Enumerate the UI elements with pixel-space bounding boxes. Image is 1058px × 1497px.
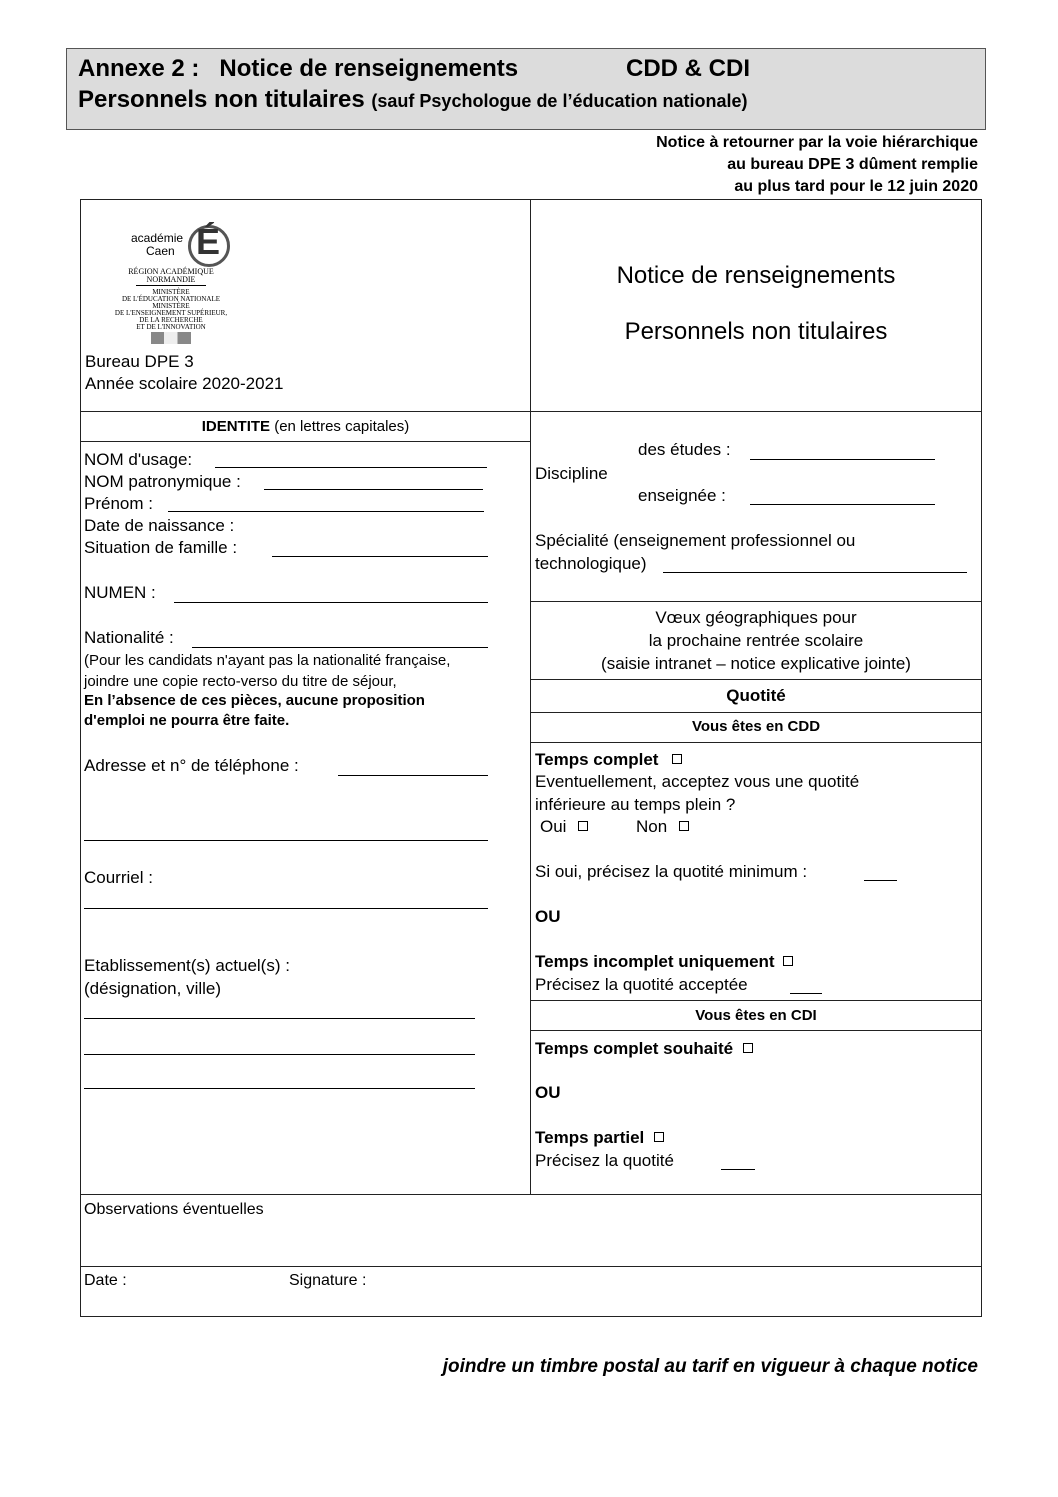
etablissement-field-1[interactable] — [84, 1018, 475, 1019]
return-notice-line3: au plus tard pour le 12 juin 2020 — [734, 178, 978, 195]
prenom-field[interactable] — [168, 511, 484, 512]
etablissement-label: Etablissement(s) actuel(s) : — [84, 956, 290, 975]
adresse-field-line2[interactable] — [84, 840, 488, 841]
temps-complet-label: Temps complet — [535, 750, 659, 769]
header-title: Annexe 2 : Notice de renseignements — [78, 55, 519, 82]
nationalite-field[interactable] — [192, 647, 488, 648]
date-naissance-label: Date de naissance : — [84, 516, 235, 535]
observations-label: Observations éventuelles — [84, 1201, 264, 1218]
specialite-field[interactable] — [663, 572, 967, 573]
nom-patronymique-field[interactable] — [264, 489, 483, 490]
republique-flag-icon — [151, 332, 191, 344]
row-divider — [80, 1266, 982, 1267]
nom-patronymique-label: NOM patronymique : — [84, 472, 241, 491]
adresse-field[interactable] — [338, 775, 488, 776]
row-divider — [530, 679, 982, 680]
row-divider — [530, 1030, 982, 1031]
logo-divider — [136, 285, 206, 286]
temps-partiel-checkbox[interactable] — [654, 1132, 664, 1142]
situation-famille-label: Situation de famille : — [84, 538, 238, 557]
nom-usage-label: NOM d'usage: — [84, 450, 193, 469]
form-title: Notice de renseignements — [616, 262, 896, 289]
temps-complet-souhaite-checkbox[interactable] — [743, 1043, 753, 1053]
etablissement-hint: (désignation, ville) — [84, 979, 222, 998]
quotite-acceptee-field[interactable] — [790, 993, 822, 994]
ou-label-1: OU — [535, 907, 561, 926]
header-cdd-cdi: CDD & CDI — [626, 55, 750, 82]
form-subtitle: Personnels non titulaires — [624, 318, 888, 345]
discipline-etudes-field[interactable] — [750, 459, 935, 460]
logo-ministere2d: ET DE L'INNOVATION — [136, 323, 206, 331]
logo-ministere2b: DE L'ENSEIGNEMENT SUPÉRIEUR, — [114, 309, 228, 317]
temps-complet-souhaite-label: Temps complet souhaité — [535, 1039, 734, 1058]
row-divider — [80, 411, 982, 412]
signature-label: Signature : — [289, 1272, 367, 1289]
courriel-label: Courriel : — [84, 868, 153, 887]
logo-region: RÉGION ACADÉMIQUE — [128, 267, 214, 276]
discipline-enseignee-field[interactable] — [750, 504, 935, 505]
temps-complet-option — [535, 750, 682, 770]
temps-complet-checkbox[interactable] — [672, 754, 682, 764]
specialite-label2: technologique) — [535, 554, 647, 573]
temps-incomplet-label: Temps incomplet uniquement — [535, 952, 775, 971]
voeux-line1: Vœux géographiques pour — [655, 608, 857, 627]
discipline-label: Discipline — [535, 464, 608, 483]
nationalite-warning2: d'emploi ne pourra être faite. — [84, 712, 290, 729]
cdd-title: Vous êtes en CDD — [691, 718, 821, 735]
si-oui-label: Si oui, précisez la quotité minimum : — [535, 862, 808, 881]
row-divider — [530, 712, 982, 713]
bureau-label: Bureau DPE 3 — [85, 352, 194, 371]
annee-label: Année scolaire 2020-2021 — [85, 374, 284, 393]
non-label: Non — [636, 817, 668, 836]
etablissement-field-3[interactable] — [84, 1088, 475, 1089]
voeux-line2: la prochaine rentrée scolaire — [648, 631, 864, 650]
header-line1 — [78, 55, 518, 83]
row-divider — [530, 601, 982, 602]
logo-ministere2c: DE LA RECHERCHE — [139, 316, 203, 324]
signature-field[interactable] — [380, 1268, 980, 1314]
return-notice-line1: Notice à retourner par la voie hiérarchique — [656, 134, 978, 151]
return-notice-line2: au bureau DPE 3 dûment remplie — [727, 156, 978, 173]
numen-label: NUMEN : — [84, 583, 156, 602]
discipline-etudes-label: des études : — [638, 440, 731, 459]
oui-checkbox[interactable] — [578, 821, 588, 831]
quotite-partiel-field[interactable] — [721, 1169, 755, 1170]
nationalite-note2: joindre une copie recto-verso du titre de séjour, — [84, 673, 397, 690]
header-line2 — [78, 86, 747, 114]
logo-ministere2: MINISTÈRE — [152, 302, 190, 310]
quotite-title: Quotité — [726, 686, 786, 705]
logo-caen: Caen — [146, 244, 175, 258]
logo-ministere1: MINISTÈRE — [152, 288, 190, 296]
cdi-title: Vous êtes en CDI — [695, 1007, 817, 1024]
date-label: Date : — [84, 1272, 127, 1289]
timbre-note: joindre un timbre postal au tarif en vigueur à chaque notice — [442, 1356, 978, 1377]
observations-field[interactable] — [81, 1222, 981, 1264]
temps-incomplet-option — [535, 952, 793, 972]
identite-header-bold: IDENTITE — [201, 418, 271, 435]
numen-field[interactable] — [174, 602, 488, 603]
logo-academie: académie — [131, 231, 184, 245]
quotite-minimum-field[interactable] — [864, 880, 897, 881]
logo-normandie: NORMANDIE — [146, 275, 196, 284]
specialite-label: Spécialité (enseignement professionnel ou — [535, 531, 856, 550]
nationalite-warning1: En l’absence de ces pièces, aucune proposition — [84, 692, 425, 709]
temps-complet-souhaite-option — [535, 1039, 753, 1059]
nom-usage-field[interactable] — [215, 467, 487, 468]
non-option — [636, 817, 689, 837]
row-divider — [530, 742, 982, 743]
identite-header-rest: (en lettres capitales) — [270, 418, 410, 435]
prenom-label: Prénom : — [84, 494, 153, 513]
logo-e-letter: É — [196, 221, 221, 262]
eventuellement-line2: inférieure au temps plein ? — [535, 795, 736, 814]
quotite-partiel-label: Précisez la quotité — [535, 1151, 674, 1170]
adresse-label: Adresse et n° de téléphone : — [84, 756, 299, 775]
nationalite-label: Nationalité : — [84, 628, 174, 647]
eventuellement-line1: Eventuellement, acceptez vous une quotité — [535, 772, 860, 791]
nationalite-note1: (Pour les candidats n'ayant pas la nationalité française, — [84, 652, 451, 669]
temps-incomplet-checkbox[interactable] — [783, 956, 793, 966]
header-subtitle: Personnels non titulaires — [78, 86, 365, 113]
temps-partiel-label: Temps partiel — [535, 1128, 645, 1147]
voeux-line3: (saisie intranet – notice explicative jointe) — [601, 654, 911, 673]
discipline-enseignee-label: enseignée : — [638, 486, 726, 505]
situation-famille-field[interactable] — [272, 556, 488, 557]
non-checkbox[interactable] — [679, 821, 689, 831]
header-subtitle-note: (sauf Psychologue de l’éducation nationale) — [371, 91, 748, 111]
row-divider — [80, 441, 530, 442]
ou-label-2: OU — [535, 1083, 561, 1102]
row-divider — [530, 1000, 982, 1001]
oui-label: Oui — [540, 817, 567, 836]
academie-logo — [86, 217, 256, 347]
quotite-acceptee-label: Précisez la quotité acceptée — [535, 975, 748, 994]
logo-ministere1b: DE L'ÉDUCATION NATIONALE — [121, 295, 221, 303]
oui-option — [540, 817, 588, 837]
courriel-field[interactable] — [84, 908, 488, 909]
identite-header — [81, 418, 530, 435]
row-divider — [80, 1194, 982, 1195]
etablissement-field-2[interactable] — [84, 1054, 475, 1055]
temps-partiel-option — [535, 1128, 664, 1148]
